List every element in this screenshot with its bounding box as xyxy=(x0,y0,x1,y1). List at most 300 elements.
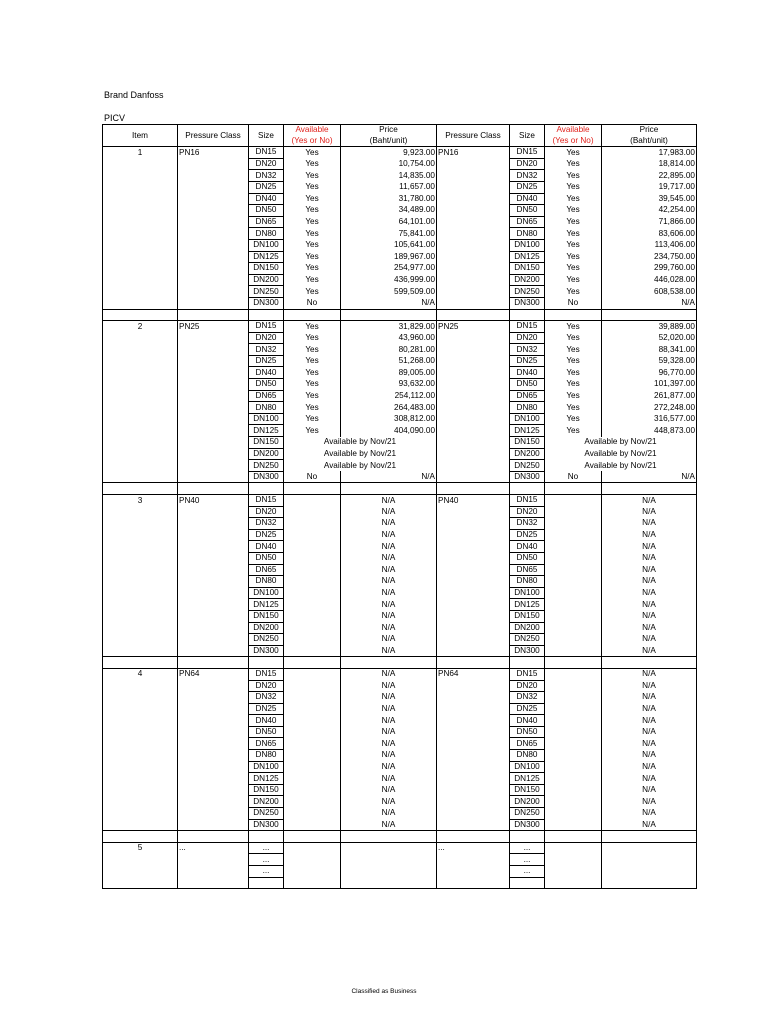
empty-cell xyxy=(545,657,602,669)
price-cell-right: N/A xyxy=(602,715,697,727)
size-cell: DN300 xyxy=(249,819,284,831)
pressure-class-cell xyxy=(178,413,249,425)
table-row xyxy=(103,181,697,193)
price-cell: 14,835.00 xyxy=(341,170,437,182)
available-cell: Yes xyxy=(284,390,341,402)
available-cell-right xyxy=(545,599,602,611)
size-cell-right: DN40 xyxy=(510,367,545,379)
table-row xyxy=(103,413,697,425)
pressure-class-cell: PN16 xyxy=(178,147,249,159)
size-cell-right: DN250 xyxy=(510,286,545,298)
size-cell: DN125 xyxy=(249,425,284,437)
pressure-class-cell-right xyxy=(437,251,510,263)
price-cell-right: 52,020.00 xyxy=(602,332,697,344)
price-cell-right: N/A xyxy=(602,773,697,785)
header-price-sub-right: (Baht/unit) xyxy=(602,136,697,147)
price-cell-right: N/A xyxy=(602,506,697,518)
pressure-class-cell-right xyxy=(437,367,510,379)
price-cell: 64,101.00 xyxy=(341,216,437,228)
separator-row xyxy=(103,309,697,321)
price-cell: N/A xyxy=(341,726,437,738)
price-cell: 31,780.00 xyxy=(341,193,437,205)
item-number-cell xyxy=(103,251,178,263)
table-row xyxy=(103,228,697,240)
size-cell: DN15 xyxy=(249,147,284,159)
pressure-class-cell xyxy=(178,587,249,599)
item-number-cell: 1 xyxy=(103,147,178,159)
item-number-cell xyxy=(103,877,178,889)
price-cell-right: 96,770.00 xyxy=(602,367,697,379)
size-cell-right: DN300 xyxy=(510,297,545,309)
pressure-class-cell xyxy=(178,738,249,750)
price-cell xyxy=(341,866,437,878)
price-cell: N/A xyxy=(341,552,437,564)
item-number-cell xyxy=(103,506,178,518)
size-cell: DN15 xyxy=(249,495,284,507)
available-cell xyxy=(284,784,341,796)
available-cell-right xyxy=(545,877,602,889)
item-number-cell xyxy=(103,773,178,785)
available-cell-right: Yes xyxy=(545,170,602,182)
available-cell: Yes xyxy=(284,379,341,391)
price-cell: N/A xyxy=(341,634,437,646)
pressure-class-cell-right xyxy=(437,274,510,286)
price-cell-right: 316,577.00 xyxy=(602,413,697,425)
empty-cell xyxy=(545,831,602,843)
table-row xyxy=(103,610,697,622)
available-cell-right: Yes xyxy=(545,147,602,159)
available-cell xyxy=(284,761,341,773)
table-row xyxy=(103,692,697,704)
size-cell-right: DN125 xyxy=(510,599,545,611)
table-row xyxy=(103,599,697,611)
size-cell: DN25 xyxy=(249,703,284,715)
item-number-cell xyxy=(103,529,178,541)
size-cell: DN20 xyxy=(249,332,284,344)
available-cell-right xyxy=(545,819,602,831)
size-cell: DN50 xyxy=(249,379,284,391)
pressure-class-cell xyxy=(178,263,249,275)
availability-note-cell-right: Available by Nov/21 xyxy=(545,437,697,449)
size-cell-right: DN50 xyxy=(510,552,545,564)
price-cell-right: N/A xyxy=(602,552,697,564)
size-cell: DN20 xyxy=(249,680,284,692)
pressure-class-cell xyxy=(178,506,249,518)
item-number-cell xyxy=(103,541,178,553)
pressure-class-cell xyxy=(178,344,249,356)
pressure-class-cell xyxy=(178,297,249,309)
available-cell: Yes xyxy=(284,274,341,286)
price-cell: N/A xyxy=(341,680,437,692)
price-cell: N/A xyxy=(341,796,437,808)
available-cell xyxy=(284,796,341,808)
price-cell-right: N/A xyxy=(602,703,697,715)
pressure-class-cell-right xyxy=(437,877,510,889)
header-available-sub-right: (Yes or No) xyxy=(545,136,602,147)
price-cell: N/A xyxy=(341,808,437,820)
price-cell-right: N/A xyxy=(602,796,697,808)
header-size: Size xyxy=(249,125,284,147)
size-cell-right: DN200 xyxy=(510,796,545,808)
available-cell xyxy=(284,854,341,866)
price-cell: N/A xyxy=(341,668,437,680)
available-cell-right: No xyxy=(545,297,602,309)
item-number-cell xyxy=(103,390,178,402)
price-cell-right: 39,545.00 xyxy=(602,193,697,205)
price-cell-right xyxy=(602,842,697,854)
size-cell-right: DN150 xyxy=(510,263,545,275)
empty-cell xyxy=(510,657,545,669)
available-cell-right: Yes xyxy=(545,355,602,367)
price-cell: N/A xyxy=(341,506,437,518)
price-cell xyxy=(341,854,437,866)
table-row xyxy=(103,158,697,170)
size-cell: DN40 xyxy=(249,193,284,205)
empty-cell xyxy=(284,483,341,495)
pressure-class-cell-right xyxy=(437,808,510,820)
available-cell: Yes xyxy=(284,344,341,356)
price-cell: N/A xyxy=(341,750,437,762)
empty-cell xyxy=(178,657,249,669)
price-cell: N/A xyxy=(341,761,437,773)
available-cell-right xyxy=(545,726,602,738)
available-cell-right xyxy=(545,692,602,704)
available-cell-right: Yes xyxy=(545,379,602,391)
available-cell xyxy=(284,564,341,576)
price-cell-right: 39,889.00 xyxy=(602,321,697,333)
pressure-class-cell-right xyxy=(437,715,510,727)
pressure-class-cell-right xyxy=(437,726,510,738)
available-cell-right: Yes xyxy=(545,425,602,437)
price-cell: N/A xyxy=(341,692,437,704)
available-cell: Yes xyxy=(284,181,341,193)
available-cell xyxy=(284,576,341,588)
table-row xyxy=(103,263,697,275)
pressure-class-cell xyxy=(178,680,249,692)
size-cell: DN50 xyxy=(249,552,284,564)
table-row xyxy=(103,668,697,680)
available-cell xyxy=(284,692,341,704)
price-cell: N/A xyxy=(341,587,437,599)
header-item: Item xyxy=(103,125,178,147)
pressure-class-cell-right xyxy=(437,181,510,193)
size-cell: DN65 xyxy=(249,216,284,228)
table-row xyxy=(103,529,697,541)
empty-cell xyxy=(602,657,697,669)
available-cell: Yes xyxy=(284,425,341,437)
pressure-class-cell xyxy=(178,437,249,449)
pressure-class-cell-right xyxy=(437,622,510,634)
size-cell-right: DN80 xyxy=(510,576,545,588)
pressure-class-cell-right xyxy=(437,703,510,715)
price-cell-right: 83,606.00 xyxy=(602,228,697,240)
pressure-class-cell xyxy=(178,715,249,727)
size-cell-right: DN50 xyxy=(510,726,545,738)
pressure-class-cell-right xyxy=(437,634,510,646)
price-cell: N/A xyxy=(341,495,437,507)
price-cell: 31,829.00 xyxy=(341,321,437,333)
empty-cell xyxy=(249,657,284,669)
table-row xyxy=(103,645,697,657)
pressure-class-cell xyxy=(178,819,249,831)
size-cell: DN150 xyxy=(249,263,284,275)
price-cell: N/A xyxy=(341,773,437,785)
pressure-class-cell xyxy=(178,205,249,217)
size-cell-right: ... xyxy=(510,866,545,878)
available-cell: Yes xyxy=(284,205,341,217)
size-cell-right: DN20 xyxy=(510,158,545,170)
size-cell-right: DN80 xyxy=(510,228,545,240)
table-row xyxy=(103,703,697,715)
table-row xyxy=(103,216,697,228)
available-cell xyxy=(284,703,341,715)
pressure-class-cell-right: ... xyxy=(437,842,510,854)
available-cell-right: Yes xyxy=(545,263,602,275)
size-cell: DN65 xyxy=(249,738,284,750)
table-row xyxy=(103,587,697,599)
price-cell-right: 448,873.00 xyxy=(602,425,697,437)
size-cell-right: DN125 xyxy=(510,773,545,785)
item-number-cell xyxy=(103,819,178,831)
size-cell-right: DN300 xyxy=(510,819,545,831)
available-cell xyxy=(284,819,341,831)
table-row xyxy=(103,402,697,414)
price-cell-right: 18,814.00 xyxy=(602,158,697,170)
available-cell-right xyxy=(545,506,602,518)
pressure-class-cell xyxy=(178,761,249,773)
table-row xyxy=(103,286,697,298)
size-cell: DN65 xyxy=(249,390,284,402)
pressure-class-cell: ... xyxy=(178,842,249,854)
empty-cell xyxy=(437,483,510,495)
price-cell-right: N/A xyxy=(602,668,697,680)
size-cell: DN300 xyxy=(249,645,284,657)
pressure-class-cell-right xyxy=(437,506,510,518)
price-cell: 189,967.00 xyxy=(341,251,437,263)
pressure-class-cell-right xyxy=(437,205,510,217)
pressure-class-cell-right xyxy=(437,471,510,483)
item-number-cell xyxy=(103,518,178,530)
size-cell: DN15 xyxy=(249,668,284,680)
size-cell-right: DN32 xyxy=(510,518,545,530)
price-cell: N/A xyxy=(341,518,437,530)
size-cell: DN32 xyxy=(249,170,284,182)
available-cell xyxy=(284,680,341,692)
price-cell-right xyxy=(602,877,697,889)
size-cell: ... xyxy=(249,866,284,878)
empty-cell xyxy=(284,831,341,843)
available-cell: Yes xyxy=(284,263,341,275)
size-cell-right xyxy=(510,877,545,889)
price-cell-right: 234,750.00 xyxy=(602,251,697,263)
pressure-class-cell-right xyxy=(437,529,510,541)
pressure-class-cell xyxy=(178,251,249,263)
price-cell-right: N/A xyxy=(602,726,697,738)
size-cell: DN25 xyxy=(249,355,284,367)
item-number-cell xyxy=(103,552,178,564)
size-cell-right: DN300 xyxy=(510,645,545,657)
table-row xyxy=(103,541,697,553)
size-cell-right: DN100 xyxy=(510,239,545,251)
available-cell: Yes xyxy=(284,402,341,414)
empty-cell xyxy=(510,309,545,321)
price-cell: 93,632.00 xyxy=(341,379,437,391)
item-number-cell xyxy=(103,367,178,379)
size-cell: DN200 xyxy=(249,796,284,808)
empty-cell xyxy=(284,309,341,321)
price-cell: 105,641.00 xyxy=(341,239,437,251)
available-cell-right xyxy=(545,518,602,530)
size-cell: DN150 xyxy=(249,437,284,449)
price-cell-right: N/A xyxy=(602,610,697,622)
table-row xyxy=(103,622,697,634)
item-number-cell xyxy=(103,355,178,367)
price-cell: 80,281.00 xyxy=(341,344,437,356)
price-cell-right: N/A xyxy=(602,808,697,820)
size-cell: DN80 xyxy=(249,228,284,240)
available-cell: Yes xyxy=(284,193,341,205)
table-row xyxy=(103,239,697,251)
item-number-cell xyxy=(103,750,178,762)
item-number-cell xyxy=(103,193,178,205)
price-cell-right: N/A xyxy=(602,634,697,646)
item-number-cell xyxy=(103,576,178,588)
price-cell: N/A xyxy=(341,784,437,796)
available-cell-right xyxy=(545,634,602,646)
available-cell-right xyxy=(545,784,602,796)
size-cell-right: DN40 xyxy=(510,541,545,553)
header-pressure-class-right: Pressure Class xyxy=(437,125,510,147)
available-cell: Yes xyxy=(284,251,341,263)
pressure-class-cell xyxy=(178,239,249,251)
size-cell: DN80 xyxy=(249,750,284,762)
item-number-cell xyxy=(103,680,178,692)
available-cell: Yes xyxy=(284,321,341,333)
available-cell-right: No xyxy=(545,471,602,483)
available-cell-right: Yes xyxy=(545,390,602,402)
size-cell: DN125 xyxy=(249,251,284,263)
available-cell-right xyxy=(545,668,602,680)
pressure-class-cell xyxy=(178,784,249,796)
item-number-cell xyxy=(103,239,178,251)
price-cell-right: 19,717.00 xyxy=(602,181,697,193)
table-row xyxy=(103,367,697,379)
available-cell-right xyxy=(545,622,602,634)
table-row xyxy=(103,866,697,878)
section-title: PICV xyxy=(104,113,126,123)
size-cell: DN20 xyxy=(249,506,284,518)
empty-cell xyxy=(249,309,284,321)
pressure-class-cell-right xyxy=(437,784,510,796)
header-pressure-class: Pressure Class xyxy=(178,125,249,147)
available-cell-right: Yes xyxy=(545,251,602,263)
item-number-cell: 3 xyxy=(103,495,178,507)
price-cell-right: 71,866.00 xyxy=(602,216,697,228)
table-row xyxy=(103,506,697,518)
item-number-cell xyxy=(103,726,178,738)
price-cell: N/A xyxy=(341,564,437,576)
available-cell: Yes xyxy=(284,367,341,379)
table-row xyxy=(103,460,697,472)
size-cell: DN200 xyxy=(249,274,284,286)
available-cell-right: Yes xyxy=(545,205,602,217)
empty-cell xyxy=(103,831,178,843)
price-cell: N/A xyxy=(341,738,437,750)
size-cell: DN300 xyxy=(249,297,284,309)
empty-cell xyxy=(545,309,602,321)
size-cell-right: DN32 xyxy=(510,692,545,704)
pressure-class-cell xyxy=(178,402,249,414)
price-cell xyxy=(341,877,437,889)
available-cell: No xyxy=(284,297,341,309)
size-cell-right: DN15 xyxy=(510,495,545,507)
price-cell: N/A xyxy=(341,471,437,483)
size-cell-right: DN150 xyxy=(510,784,545,796)
pressure-class-cell xyxy=(178,703,249,715)
size-cell-right: DN65 xyxy=(510,738,545,750)
item-number-cell: 5 xyxy=(103,842,178,854)
size-cell-right: DN125 xyxy=(510,251,545,263)
item-number-cell xyxy=(103,738,178,750)
size-cell-right: DN50 xyxy=(510,205,545,217)
size-cell-right: DN25 xyxy=(510,181,545,193)
size-cell-right: DN250 xyxy=(510,460,545,472)
item-number-cell xyxy=(103,610,178,622)
item-number-cell xyxy=(103,645,178,657)
table-row xyxy=(103,170,697,182)
table-row xyxy=(103,147,697,159)
pressure-class-cell xyxy=(178,355,249,367)
price-cell-right: N/A xyxy=(602,541,697,553)
price-cell: 308,812.00 xyxy=(341,413,437,425)
pressure-class-cell-right xyxy=(437,738,510,750)
available-cell-right xyxy=(545,541,602,553)
table-row xyxy=(103,680,697,692)
size-cell-right: DN125 xyxy=(510,425,545,437)
size-cell-right: DN100 xyxy=(510,587,545,599)
item-number-cell xyxy=(103,158,178,170)
item-number-cell xyxy=(103,205,178,217)
price-cell-right: N/A xyxy=(602,750,697,762)
price-cell: 254,112.00 xyxy=(341,390,437,402)
pressure-class-cell xyxy=(178,622,249,634)
available-cell-right: Yes xyxy=(545,402,602,414)
pressure-class-cell xyxy=(178,726,249,738)
pressure-class-cell: PN40 xyxy=(178,495,249,507)
empty-cell xyxy=(341,483,437,495)
available-cell-right xyxy=(545,495,602,507)
empty-cell xyxy=(602,831,697,843)
item-number-cell xyxy=(103,425,178,437)
price-cell-right: 101,397.00 xyxy=(602,379,697,391)
price-table xyxy=(102,124,697,889)
separator-row xyxy=(103,657,697,669)
available-cell xyxy=(284,634,341,646)
size-cell: DN150 xyxy=(249,610,284,622)
empty-cell xyxy=(178,483,249,495)
price-cell: N/A xyxy=(341,715,437,727)
available-cell-right: Yes xyxy=(545,239,602,251)
available-cell xyxy=(284,842,341,854)
empty-cell xyxy=(510,831,545,843)
available-cell-right xyxy=(545,808,602,820)
pressure-class-cell-right: PN16 xyxy=(437,147,510,159)
table-row xyxy=(103,784,697,796)
size-cell: DN250 xyxy=(249,808,284,820)
available-cell xyxy=(284,622,341,634)
table-row xyxy=(103,355,697,367)
item-number-cell xyxy=(103,297,178,309)
